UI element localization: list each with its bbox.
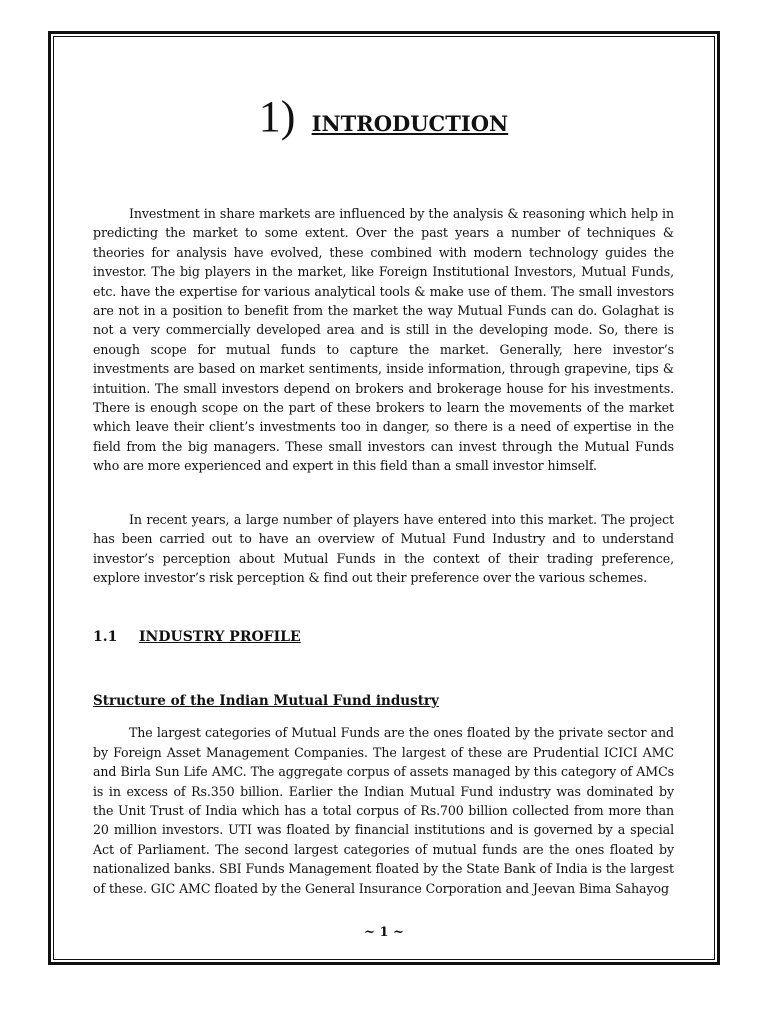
section-heading: [93, 629, 674, 645]
chapter-title: [93, 84, 674, 150]
page-content: [93, 84, 674, 898]
intro-paragraph-1: Investment in share markets are influenced by the analysis & reasoning which help in predicting the market to some extent. Over the past years a number of techniques & theories for analysis have evolved, these combined with modern technology guides the investor. The big players in the market, like Foreign Institutional Investors, Mutual Funds, etc. have the expertise for various analytical tools & make use of them. The small investors are not in a position to benefit from the market the way Mutual Funds can do. Golaghat is not a very commercially developed area and is still in the developing mode. So, there is enough scope for mutual funds to capture the market. Generally, here investor’s investments are based on market sentiments, inside information, through grapevine, tips & intuition. The small investors depend on brokers and brokerage house for his investments. There is enough scope on the part of these brokers to learn the movements of the market which leave their client’s investments too in danger, so there is a need of expertise in the field from the big managers. These small investors can invest through the Mutual Funds who are more experienced and expert in this field than a small investor himself.: [93, 206, 674, 474]
section-number: 1.1: [93, 629, 118, 646]
intro-paragraph-2: In recent years, a large number of players have entered into this market. The project has been carried out to have an overview of Mutual Fund Industry and to understand investor’s perception about Mutual Funds in the context of their trading preference, explore investor’s risk perception & find out their preference over the various schemes.: [93, 511, 674, 585]
chapter-number: 1): [258, 92, 296, 141]
page-number: ~ 1 ~: [364, 925, 404, 940]
subsection-heading: Structure of the Indian Mutual Fund industry: [93, 693, 439, 710]
chapter-title-text: INTRODUCTION: [311, 111, 509, 136]
structure-paragraph: The largest categories of Mutual Funds are the ones floated by the private sector and by Foreign Asset Management Companies. The largest of these are Prudential ICICI AMC and Birla Sun Life AMC. The aggregate corpus of assets managed by this category of AMCs is in excess of Rs.350 billion. Earlier the Indian Mutual Fund industry was dominated by the Unit Trust of India which has a total corpus of Rs.700 billion collected from more than 20 million investors. UTI was floated by financial institutions and is governed by a special Act of Parliament. The second largest categories of mutual funds are the ones floated by nationalized banks. SBI Funds Management floated by the State Bank of India is the largest of these. GIC AMC floated by the General Insurance Corporation and Jeevan Bima Sahayog: [93, 725, 674, 896]
section-title: INDUSTRY PROFILE: [139, 629, 301, 646]
